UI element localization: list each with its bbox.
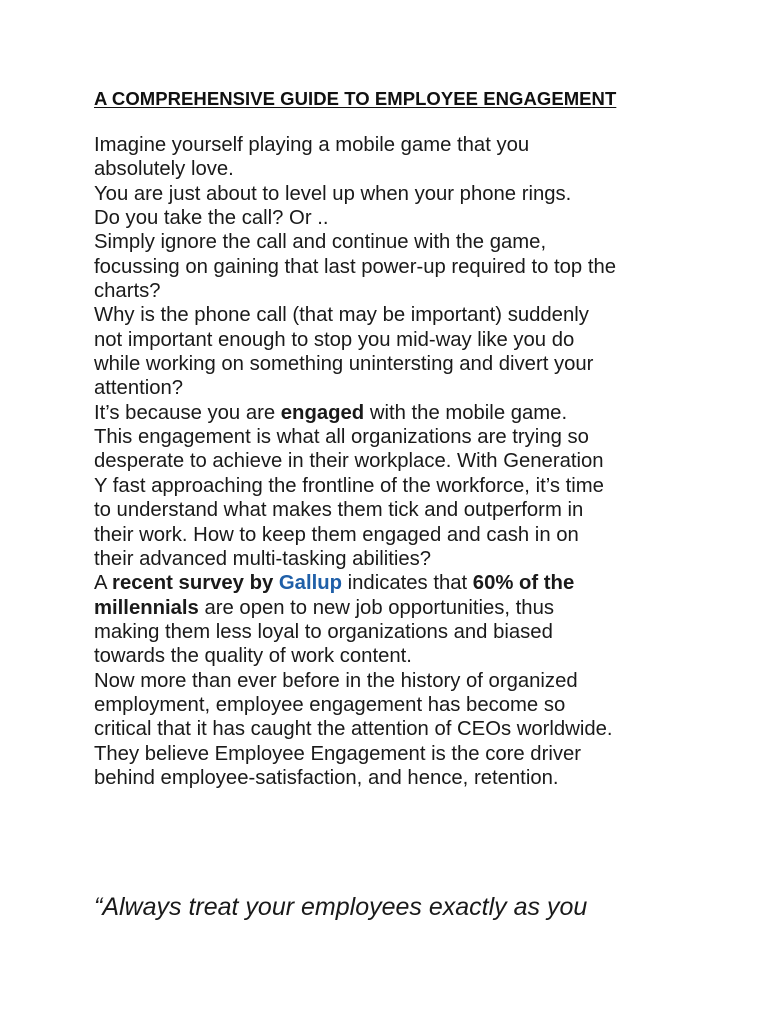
body-line: their advanced multi-tasking abilities? xyxy=(94,547,432,570)
emphasis-millennials: millennials xyxy=(94,596,199,619)
body-text-segment: It’s because you are xyxy=(94,401,281,424)
body-line: absolutely love. xyxy=(94,158,234,181)
body-line xyxy=(94,401,734,425)
body-line xyxy=(94,571,734,595)
emphasis-engaged: engaged xyxy=(280,401,365,424)
body-line: desperate to achieve in their workplace. With Generation xyxy=(94,450,604,473)
pull-quote: “Always treat your employees exactly as you xyxy=(94,893,588,921)
document-title: A COMPREHENSIVE GUIDE TO EMPLOYEE ENGAGEMENT xyxy=(94,88,617,109)
body-text-segment: are open to new job opportunities, thus xyxy=(198,596,554,619)
body-line: You are just about to level up when your phone rings. xyxy=(94,182,572,205)
body-line: making them less loyal to organizations and biased xyxy=(94,620,553,643)
body-line: behind employee-satisfaction, and hence, retention. xyxy=(94,766,559,789)
body-text-segment: with the mobile game. xyxy=(364,401,568,424)
body-line: Do you take the call? Or .. xyxy=(94,207,329,230)
body-line: Imagine yourself playing a mobile game that you xyxy=(94,134,530,156)
body-line: They believe Employee Engagement is the core driver xyxy=(94,742,582,765)
body-line: employment, employee engagement has become so xyxy=(94,693,566,716)
body-line: attention? xyxy=(94,377,184,400)
emphasis-recent-survey: recent survey by xyxy=(112,572,279,595)
body-line: Why is the phone call (that may be important) suddenly xyxy=(94,304,589,327)
body-text-segment: A xyxy=(94,572,113,595)
body-line: This engagement is what all organizations are trying so xyxy=(94,426,589,449)
body-line: to understand what makes them tick and outperform in xyxy=(94,499,584,522)
body-line: focussing on gaining that last power-up required to top the xyxy=(94,255,617,278)
body-line: Simply ignore the call and continue with the game, xyxy=(94,231,547,254)
body-line: towards the quality of work content. xyxy=(94,645,412,668)
document-body xyxy=(94,133,734,790)
body-line: charts? xyxy=(94,280,161,303)
body-line: while working on something unintersting and divert your xyxy=(94,353,594,376)
body-text-segment: indicates that xyxy=(342,572,473,595)
body-line xyxy=(94,596,734,620)
body-line: critical that it has caught the attention of CEOs worldwide. xyxy=(94,718,613,741)
emphasis-statistic: 60% of the xyxy=(472,572,575,595)
gallup-link[interactable]: Gallup xyxy=(278,572,343,595)
body-line: Y fast approaching the frontline of the workforce, it’s time xyxy=(94,474,604,497)
body-line: Now more than ever before in the history of organized xyxy=(94,669,578,692)
body-line: not important enough to stop you mid-way like you do xyxy=(94,328,575,351)
body-line: their work. How to keep them engaged and cash in on xyxy=(94,523,579,546)
